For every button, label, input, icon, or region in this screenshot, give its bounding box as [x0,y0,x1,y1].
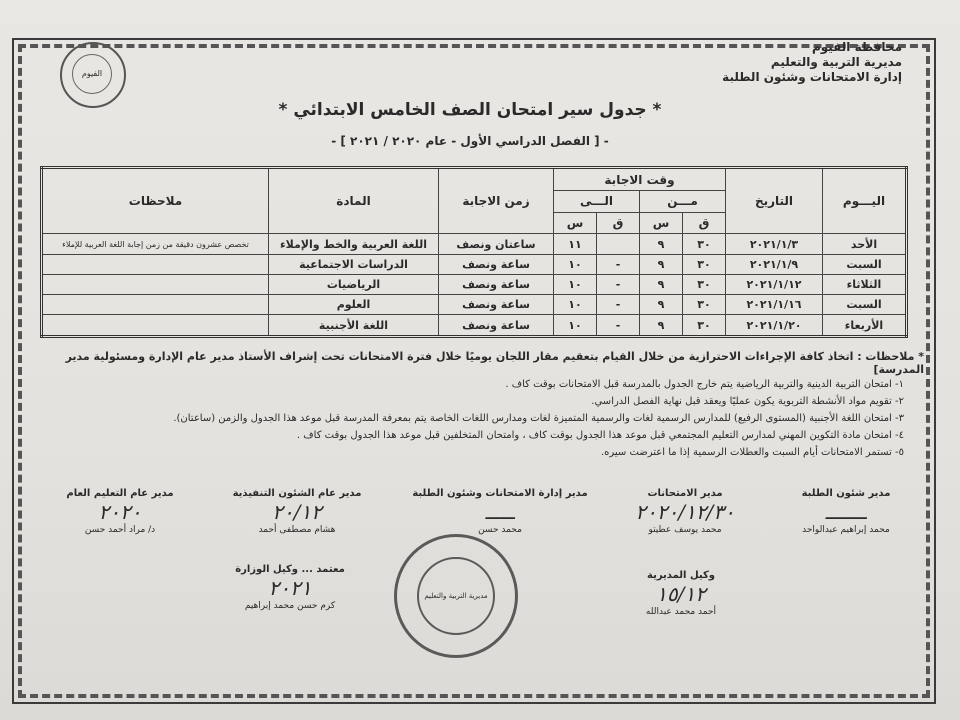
document-subtitle: - [ الفصل الدراسي الأول - عام ٢٠٢٠ / ٢٠٢١ ] - [331,134,609,148]
cell-day: الثلاثاء [823,274,907,294]
signature-student-affairs [776,488,916,535]
signature-role: مدير عام الشئون التنفيذية [232,488,362,499]
cell-to-q [597,234,640,254]
cell-to-q: - [597,295,640,315]
signature-role: مدير إدارة الامتحانات وشئون الطلبة [412,488,588,499]
ministry-logo [60,42,126,108]
cell-from-s: ٩ [640,274,683,294]
cell-duration: ساعة ونصف [439,254,554,274]
cell-duration: ساعة ونصف [439,295,554,315]
cell-from-s: ٩ [640,295,683,315]
cell-to-q: - [597,254,640,274]
signature-scribble: ١٥/١٢ [656,582,706,606]
cell-duration: ساعة ونصف [439,274,554,294]
cell-day: الأربعاء [823,315,907,337]
signature-role: مدير الامتحانات [647,488,723,499]
signature-name: هشام مصطفى أحمد [258,525,336,535]
cell-day: السبت [823,254,907,274]
signature-role: وكيل المديرية [647,570,715,581]
cell-date: ٢٠٢١/١/٢٠ [726,315,823,337]
col-from: مـــن [640,191,726,213]
signature-name: كرم حسن محمد إبراهيم [244,601,336,611]
cell-date: ٢٠٢١/١/٩ [726,254,823,274]
list-item: ٤- امتحان مادة التكوين المهني لمدارس التعليم المجتمعي قبل موعد هذا الجدول بوقت كاف ، وامتحان المتخلفين قبل موعد هذا الجدول بوقت كاف . [296,430,904,441]
cell-to-q: - [597,274,640,294]
col-duration: زمن الاجابة [439,168,554,234]
directorate-label: مديرية التربية والتعليم [770,55,902,69]
signature-scribble: ٢٠٢٠/١٢/٣٠ [635,500,735,524]
list-item: ٥- تستمر الامتحانات أيام السبت والعطلات الرسمية إذا ما اعترضت سيره. [600,447,904,458]
col-to: الـــى [554,191,640,213]
cell-day: السبت [823,295,907,315]
cell-day: الأحد [823,234,907,254]
signature-general-education [40,488,200,535]
col-from-q: ق [683,212,726,234]
signature-role: معتمد ... وكيل الوزارة [235,564,345,575]
signature-scribble: ٢٠٢١ [268,576,312,600]
header-row [42,168,907,191]
cell-duration: ساعتان ونصف [439,234,554,254]
governorate-label: محافظة الفيوم [811,40,902,54]
cell-notes [42,274,269,294]
table-row [42,295,907,315]
list-item: ٢- تقويم مواد الأنشطة التربوية يكون عمليًا ويعقد قبل نهاية الفصل الدراسي. [591,396,904,407]
logo-text: الفيوم [72,54,112,94]
signature-scribble: ـــــ [485,500,515,524]
col-date: التاريخ [726,168,823,234]
signature-exams-admin [400,488,600,535]
rules-list [44,376,904,461]
cell-subject: اللغة الأجنبية [269,315,439,337]
cell-subject: الدراسات الاجتماعية [269,254,439,274]
signature-scribble: ـــــــ [825,500,867,524]
signature-scribble: ٢٠٢٠ [98,500,142,524]
exam-schedule-table [40,166,908,338]
official-stamp [394,534,518,658]
cell-from-q: ٣٠ [683,295,726,315]
signature-deputy-ministry [190,564,390,611]
cell-subject: الرياضيات [269,274,439,294]
col-from-s: س [640,212,683,234]
letterhead [682,40,902,85]
cell-notes: تخصص عشرون دقيقة من زمن إجابة اللغة العربية للإملاء [42,234,269,254]
signature-name: محمد يوسف عطيتو [648,525,722,535]
cell-from-s: ٩ [640,234,683,254]
signature-scribble: ٢٠/١٢ [272,500,322,524]
cell-from-s: ٩ [640,315,683,337]
cell-notes [42,295,269,315]
signature-role: مدير شئون الطلبة [801,488,891,499]
table-row [42,254,907,274]
cell-to-s: ١٠ [554,315,597,337]
table-row [42,234,907,254]
signature-exams [610,488,760,535]
cell-from-s: ٩ [640,254,683,274]
signature-name: أحمد محمد عبدالله [645,607,717,617]
cell-date: ٢٠٢١/١/١٦ [726,295,823,315]
cell-date: ٢٠٢١/١/٣ [726,234,823,254]
col-answer-time: وقت الاجابة [554,168,726,191]
table-row [42,274,907,294]
list-item: ٣- امتحان اللغة الأجنبية (المستوى الرفيع) للمدارس الرسمية لغات والرسمية المتميزة لغات ومدارس اللغات الخاصة يتم بمعرفة المدرسة قبل موعد هذا الجدول والزمن (ساعتان). [173,413,904,424]
signature-name: د/ مراد أحمد حسن [84,525,156,535]
cell-subject: اللغة العربية والخط والإملاء [269,234,439,254]
cell-to-s: ١١ [554,234,597,254]
cell-notes [42,315,269,337]
cell-duration: ساعة ونصف [439,315,554,337]
department-label: إدارة الامتحانات وشئون الطلبة [722,70,902,84]
cell-from-q: ٣٠ [683,234,726,254]
list-item: ١- امتحان التربية الدينية والتربية الرياضية يتم خارج الجدول بالمدرسة قبل الامتحانات بوقت كاف . [505,379,904,390]
cell-to-q: - [597,315,640,337]
remarks-note: * ملاحظات : اتخاذ كافة الإجراءات الاحترازية من خلال القيام بتعقيم مقار اللجان يوميًا خلال فترة الامتحانات تحت إشراف الأستاذ مدير عام الإدارة ومسئولية مدير المدرسة] [65,350,924,376]
cell-date: ٢٠٢١/١/١٢ [726,274,823,294]
col-notes: ملاحظات [42,168,269,234]
cell-from-q: ٣٠ [683,315,726,337]
cell-notes [42,254,269,274]
col-day: اليـــوم [823,168,907,234]
cell-to-s: ١٠ [554,295,597,315]
document-title: * جدول سير امتحان الصف الخامس الابتدائي * [278,100,662,120]
col-subject: المادة [269,168,439,234]
cell-from-q: ٣٠ [683,254,726,274]
cell-subject: العلوم [269,295,439,315]
table-row [42,315,907,337]
signature-deputy-directorate [596,570,766,617]
col-to-q: ق [597,212,640,234]
signature-role: مدير عام التعليم العام [66,488,174,499]
cell-from-q: ٣٠ [683,274,726,294]
signature-name: محمد حسن [478,525,522,535]
col-to-s: س [554,212,597,234]
stamp-text: مديرية التربية والتعليم [417,557,495,635]
cell-to-s: ١٠ [554,254,597,274]
cell-to-s: ١٠ [554,274,597,294]
signature-executive [212,488,382,535]
signature-name: محمد إبراهيم عبدالواحد [802,525,890,535]
